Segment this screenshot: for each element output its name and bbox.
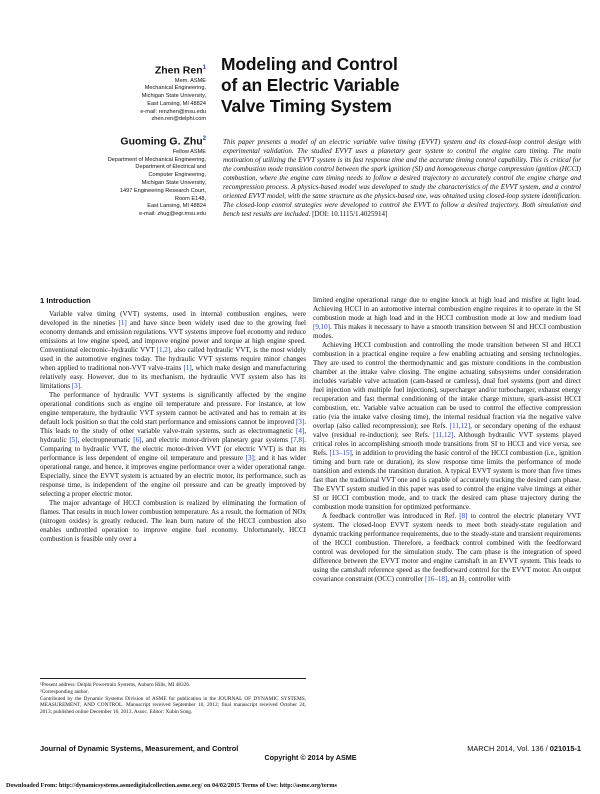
paragraph: [313, 512, 581, 584]
left-column: [40, 296, 306, 544]
author-affiliation-line: zhen.ren@delphi.com: [151, 116, 206, 123]
left-column-body: [40, 310, 306, 544]
citation-link[interactable]: [16–18]: [424, 575, 448, 584]
footnote: Contributed by the Dynamic Systems Division of ASME for publication in the JOURNAL OF DYNAMIC SYSTEMS, MEASUREMENT, AND CONTROL. Manuscript received September 10, 2012; final manuscript received October 24, 2013; published online December 16, 2013. Assoc. Editor: Xubin Song.: [40, 695, 306, 716]
citation-link[interactable]: [11,12]: [449, 422, 471, 431]
author-name-text: Zhen Ren: [154, 64, 203, 77]
citation-link[interactable]: [1,2]: [156, 346, 171, 355]
abstract: [223, 138, 581, 219]
text-run: A feedback controller was introduced in Ref.: [322, 512, 460, 521]
text-run: , also called hydraulic VVT, is the most widely used in the automotive engines today. The hydraulic VVT systems require minor changes when applied to traditional non-VVT valve-trains: [40, 346, 306, 373]
author-affiliation-line: Department of Mechanical Engineering,: [107, 156, 206, 163]
author-name: [20, 62, 206, 78]
text-run: . Comparing to hydraulic VVT, the electric motor-driven VVT (or electric VVT) is that its performance is less dependent of engine oil temperature and pressure: [40, 436, 306, 463]
paragraph: [313, 296, 581, 341]
section-heading-introduction: 1 Introduction: [40, 296, 91, 305]
author-footnote-mark: 2: [202, 136, 206, 143]
footnote: ¹Present address: Delphi Powertrain Systems, Auburn Hills, MI 48326.: [40, 682, 191, 688]
author-1: [20, 62, 206, 124]
author-affiliation-line: e-mail: renzhen@msu.edu: [140, 108, 206, 115]
text-run: , hydraulic: [40, 427, 306, 445]
author-affiliation-line: Department of Electrical and: [135, 164, 206, 171]
text-run: , in addition to providing the basic control of the HCCI combustion (i.e., ignition timing and burn rate or duration), its slow response time limits the performance of mode transition and extends the transition duration. A typical EVVT system is more than five times fast than the traditional VVT one and is capable of accurately tracking the desired cam phase. The EVVT system studied in this paper was used to control the engine valve timings at either SI or HCCI combustion mode, and to track the desired cam phase trajectory during the combustion mode transition for optimized performance.: [313, 449, 581, 512]
text-run: The performance of hydraulic VVT systems is significantly affected by the engine operational conditions such as engine oil temperature and pressure. For instance, at low engine temperature, the hydraulic VVT system cannot be activated and has to remain at its default lock position so that the cold start performance and emissions cannot be improved: [40, 391, 306, 427]
footnotes: [40, 678, 306, 716]
paragraph: [40, 499, 306, 544]
text-run: , and electric motor-driven planetary gear systems: [141, 436, 291, 445]
title-line: Valve Timing System: [221, 96, 392, 116]
text-run: .: [80, 382, 82, 391]
citation-link[interactable]: [13–15]: [329, 449, 352, 458]
text-run: and have since been widely used due to the growing fuel economy demands and emission regulations. VVT systems improve fuel economy and reduce emissions at low engine speed, and improve engine power and torque at high engine speed. Conventional electronic–hydraulic VVT: [40, 319, 306, 355]
text-run: ; and it has wider operational range, and hence, it improves engine performance over a wider operational range. Especially, since the EVVT system is actuated by an electric motor, its performance, such as response time, is independent of the engine oil pressure and can be greatly improved by selecting a proper electric motor.: [40, 454, 306, 499]
author-affiliation-line: Fellow ASME: [172, 148, 206, 155]
citation-link[interactable]: [6]: [133, 436, 142, 445]
citation-link[interactable]: [3]: [245, 454, 254, 463]
text-run: . Although hydraulic VVT systems played critical roles in accomplishing smooth mode transitions from SI to HCCI and vice versa, see Refs.: [313, 431, 581, 458]
page-id: 021015-1: [549, 744, 581, 753]
author-2: [20, 133, 206, 219]
citation-link[interactable]: [3]: [71, 382, 81, 391]
journal-name: Journal of Dynamic Systems, Measurement, and Control: [40, 744, 239, 753]
citation-link[interactable]: [11,12]: [433, 431, 454, 440]
author-affiliation-line: Mechanical Engineering,: [144, 85, 206, 92]
citation-link[interactable]: [3]: [296, 418, 305, 427]
title-line: of an Electric Variable: [221, 75, 400, 95]
author-affiliation-line: East Lansing, MI 48824: [147, 100, 206, 107]
text-run: , which make design and manufacturing relatively easy. However, due to its mechanism, the hydraulic VVT system also has its limitations: [40, 364, 306, 391]
paragraph: [313, 341, 581, 512]
author-block: [20, 62, 206, 228]
citation-link[interactable]: [9,10]: [313, 323, 331, 332]
citation-link[interactable]: [7,8]: [290, 436, 305, 445]
right-column-body: [313, 296, 581, 585]
author-affiliation-line: Michigan State University,: [141, 93, 206, 100]
copyright: Copyright © 2014 by ASME: [264, 753, 357, 762]
author-affiliation-line: e-mail: zhug@egr.msu.edu: [139, 211, 206, 218]
author-affiliation-line: East Lansing, MI 48824: [147, 203, 206, 210]
doi[interactable]: [DOI: 10.1115/1.4025914]: [312, 210, 388, 219]
author-name-text: Guoming G. Zhu: [120, 135, 203, 148]
text-run: , an H₂ controller with: [447, 575, 511, 584]
citation-link[interactable]: [5]: [69, 436, 78, 445]
text-run: . This makes it necessary to have a smooth transition between SI and HCCI combustion modes.: [313, 323, 581, 341]
author-affiliation-line: Computer Engineering,: [148, 172, 206, 179]
author-affiliation-line: Michigan State University,: [141, 179, 206, 186]
author-affiliation-line: 1497 Engineering Research Court,: [119, 187, 206, 194]
download-notice: Downloaded From: http://dynamicsystems.asmedigitalcollection.asme.org/ on 04/02/2015 Terms of Use: http://asme.org/terms: [6, 782, 337, 789]
text-run: Achieving HCCI combustion and controlling the mode transition between SI and HCCI combustion in a practical engine require a few enabling actuating and sensing technologies. They are used to control the thermodynamic and gas mixture conditions in the combustion chamber at the intake valve closing. The engine actuating subsystems under consideration includes variable valve actuation (cam-based or camless), dual fuel systems (port and direct fuel injection with multiple fuel injections), supercharger and/or turbocharger, exhaust energy recuperation and fast thermal conditioning of the intake charge mixture, spark-assist HCCI combustion, etc. Variable valve actuation can be used to control the effective compression ratio (via the intake valve closing time), the internal residual fraction via the negative valve overlap (also called recompression); see Refs.: [313, 341, 581, 431]
right-column: [313, 296, 581, 585]
issue-text: MARCH 2014, Vol. 136 /: [467, 744, 550, 753]
text-run: Variable valve timing (VVT) systems, used in internal combustion engines, were developed in the nineties: [40, 310, 306, 328]
citation-link[interactable]: [8]: [459, 512, 468, 521]
paper-title: [221, 54, 501, 117]
text-run: , electropneumatic: [77, 436, 134, 445]
author-name: [20, 133, 206, 149]
author-affiliation-line: Mem. ASME: [174, 77, 206, 84]
footnote: ²Corresponding author.: [40, 688, 89, 695]
citation-link[interactable]: [1]: [118, 319, 127, 328]
text-run: to control the electric planetary VVT system. The closed-loop EVVT system needs to meet both steady-state regulation and dynamic tracking performance requirements, due to the steady-state and transient requirements of the HCCI combustion. Therefore, a feedback control combined with the feedforward control was developed for the simulation study. The cam phase is the integration of speed difference between the EVVT motor and engine camshaft in an EVVT system. This leads to using the camshaft reference speed as the feedforward control for the EVVT motor. An output covariance constraint (OCC) controller: [313, 512, 581, 584]
issue-info: [467, 744, 581, 753]
paragraph: [40, 310, 306, 391]
text-run: limited engine operational range due to engine knock at high load and misfire at light load. Achieving HCCI in an automotive internal combustion engine requires it to operate in the SI combustion mode at high load and in the HCCI combustion mode at low and medium load: [313, 296, 581, 323]
author-footnote-mark: 1: [202, 65, 206, 71]
text-run: The major advantage of HCCI combustion is realized by eliminating the formation of flames. That results in much lower combustion temperature. As a result, the formation of NOx (nitrogen oxides) is greatly reduced. The lean burn nature of the HCCI combustion also enables unthrottled operation to improve engine fuel economy. Unfortunately, HCCI combustion is feasible only over a: [40, 499, 306, 544]
paragraph: [40, 391, 306, 499]
abstract-text: This paper presents a model of an electric variable valve timing (EVVT) system and its closed-loop control design with experimental validation. The studied EVVT uses a planetary gear system to control the engine cam timing. The main motivation of utilizing the EVVT system is its fast response time and the accurate timing control capability. This is critical for the combustion mode transition control between the spark ignition (SI) and homogeneous charge compression ignition (HCCI) combustion, where the engine cam timing needs to follow a desired trajectory to accurately control the engine charge and recompression process. A physics-based model was developed to study the characteristics of the EVVT system, and a control oriented EVVT model, with the same structure as the physics-based one, was obtained using closed-loop system identification. The closed-loop control strategies were developed to control the EVVT to follow a desired trajectory. Both simulation and bench test results are included.: [223, 138, 581, 219]
text-run: , or secondary opening of the exhaust valve (residual re-induction); see Refs.: [313, 422, 581, 440]
title-line: Modeling and Control: [221, 54, 398, 74]
text-run: . This leads to the study of other variable valve-train systems, such as electromagnetic: [40, 418, 306, 436]
citation-link[interactable]: [1]: [183, 364, 192, 373]
author-affiliation-line: Room E148,: [174, 195, 206, 202]
citation-link[interactable]: [4]: [296, 427, 305, 436]
